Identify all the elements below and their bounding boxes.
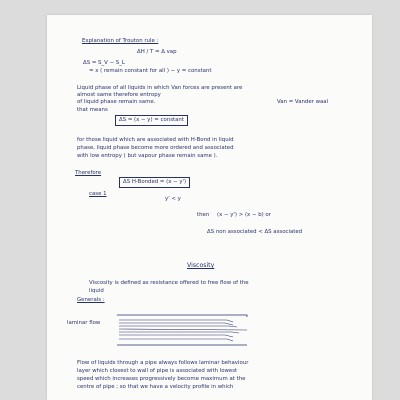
side-note: Van = Vander waal [277, 99, 329, 105]
note-line: Liquid phase of all liquids in which Van forces are present are [77, 85, 243, 91]
generals-label: Generals : [77, 297, 105, 303]
heading-trouton: Explanation of Trouton rule : [82, 38, 159, 44]
therefore-label: Therefore [75, 170, 102, 176]
heading-viscosity: Viscosity [187, 262, 215, 269]
note-line: of liquid phase remain same. [77, 99, 156, 105]
then-label: then [197, 212, 210, 218]
equation-line: = x ( remain constant for all ) − y = constant [89, 68, 212, 74]
laminar-flow-label: laminar flow [67, 320, 101, 326]
boxed-equation: ΔS H-Bonded = (x − y') [119, 177, 190, 188]
note-line: for those liquid which are associated with H-Bond in liquid [77, 137, 234, 143]
equation-line: y' < y [165, 196, 181, 202]
note-line: with low entropy ( but vapour phase remain same ). [77, 153, 218, 159]
equation-line: ΔS non associated < ΔS associated [207, 229, 303, 235]
equation-line: ΔH / T = Δ vap [137, 49, 177, 55]
notebook-page [47, 15, 372, 400]
case-label: case 1 [89, 191, 107, 197]
note-line: almost same therefore entropy [77, 92, 161, 98]
note-line: that means [77, 107, 108, 113]
paragraph-line: centre of pipe ; so that we have a velocity profile in which [77, 384, 234, 390]
equation-line: ΔS = S_V − S_L [83, 60, 125, 66]
boxed-equation: ΔS = (x − y) = constant [115, 115, 188, 126]
paragraph-line: layer which closest to wall of pipe is associated with lowest [77, 368, 238, 374]
note-line: phase, liquid phase become more ordered and associated [77, 145, 234, 151]
definition-line: liquid [89, 288, 104, 294]
paragraph-line: speed which increases progressively become maximum at the [77, 376, 246, 382]
definition-line: Viscosity is defined as resistance offered to free flow of the [89, 280, 249, 286]
equation-line: (x − y') > (x − b) or [217, 212, 271, 218]
laminar-flow-sketch [47, 15, 372, 400]
paragraph-line: Flow of liquids through a pipe always follows laminar behaviour [77, 360, 249, 366]
